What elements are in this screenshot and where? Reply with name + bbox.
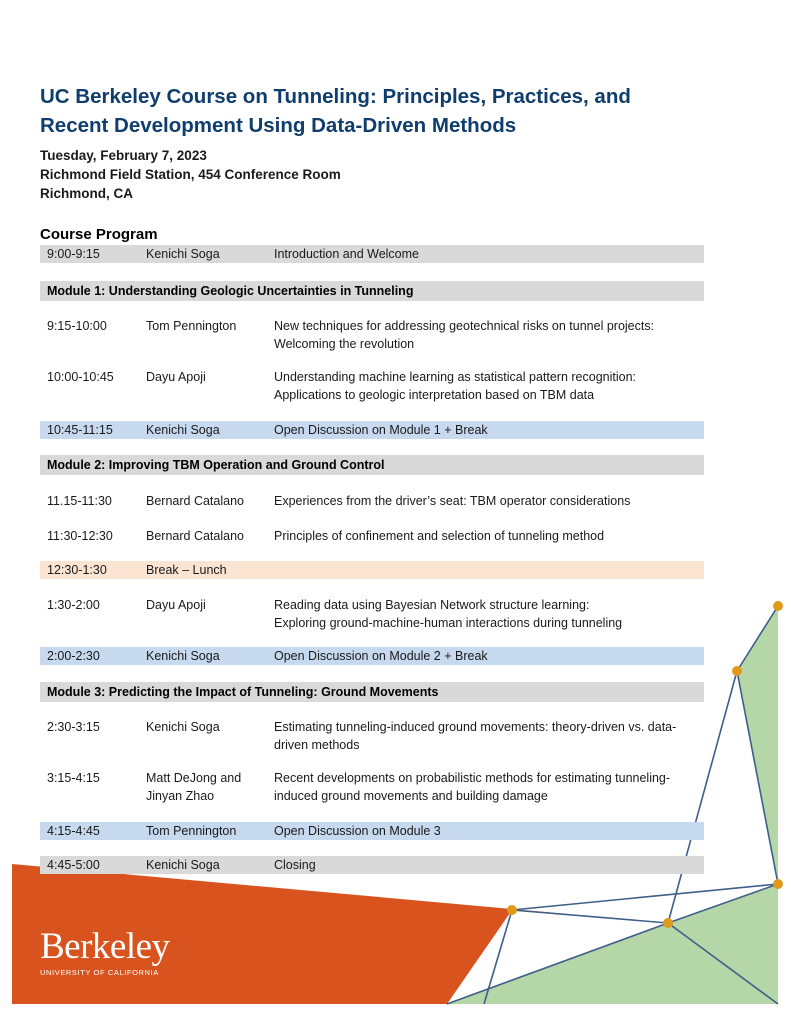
session-speaker: Matt DeJong and Jinyan Zhao <box>146 771 242 803</box>
event-city: Richmond, CA <box>40 186 133 201</box>
session-speaker: Kenichi Soga <box>146 720 220 734</box>
session-time: 10:45-11:15 <box>47 423 113 437</box>
session-topic: Understanding machine learning as statistical pattern recognition: Applications to geologic interpretation based on TBM data <box>274 370 637 402</box>
session-time: 1:30-2:00 <box>47 598 100 612</box>
module-1-header <box>40 281 704 301</box>
session-time: 10:00-10:45 <box>47 370 114 384</box>
session-time: 11.15-11:30 <box>47 494 112 508</box>
session-time: 2:30-3:15 <box>47 720 100 734</box>
event-details <box>40 146 341 203</box>
session-topic: Reading data using Bayesian Network structure learning: Exploring ground-machine-human interactions during tunneling <box>274 598 623 630</box>
session-topic: Principles of confinement and selection of tunneling method <box>274 529 605 543</box>
program-heading: Course Program <box>40 226 158 243</box>
session-speaker: Dayu Apoji <box>146 598 206 612</box>
session-time: 9:15-10:00 <box>47 319 107 333</box>
schedule-row-discussion <box>40 421 704 439</box>
session-topic: New techniques for addressing geotechnical risks on tunnel projects: Welcoming the revolution <box>274 319 655 351</box>
berkeley-logo <box>40 928 170 977</box>
session-topic: Recent developments on probabilistic methods for estimating tunneling-induced ground movements and building damage <box>274 771 671 803</box>
schedule-row-closing <box>40 856 704 874</box>
schedule-row-discussion <box>40 647 704 665</box>
event-date: Tuesday, February 7, 2023 <box>40 148 207 163</box>
session-time: 12:30-1:30 <box>47 563 107 577</box>
session-speaker: Kenichi Soga <box>146 423 220 437</box>
module-title: Module 3: Predicting the Impact of Tunneling: Ground Movements <box>47 685 439 699</box>
schedule-row-intro <box>40 245 704 263</box>
session-topic: Open Discussion on Module 1 + Break <box>274 423 488 437</box>
title-line-2: Recent Development Using Data-Driven Methods <box>40 114 517 137</box>
logo-subtitle: UNIVERSITY OF CALIFORNIA <box>40 968 159 977</box>
session-time: 4:45-5:00 <box>47 858 100 872</box>
session-speaker: Kenichi Soga <box>146 247 220 261</box>
session-speaker: Bernard Catalano <box>146 494 244 508</box>
session-topic: Open Discussion on Module 2 + Break <box>274 649 488 663</box>
module-3-header <box>40 682 704 702</box>
schedule-row-discussion <box>40 822 704 840</box>
module-title: Module 2: Improving TBM Operation and Ground Control <box>47 458 385 472</box>
event-venue: Richmond Field Station, 454 Conference Room <box>40 167 341 182</box>
logo-wordmark: Berkeley <box>40 926 170 967</box>
session-topic: Open Discussion on Module 3 <box>274 824 441 838</box>
session-topic: Experiences from the driver’s seat: TBM operator considerations <box>274 494 631 508</box>
session-speaker: Bernard Catalano <box>146 529 244 543</box>
session-speaker: Break – Lunch <box>146 563 227 577</box>
session-speaker: Dayu Apoji <box>146 370 206 384</box>
session-topic: Introduction and Welcome <box>274 247 419 261</box>
session-topic: Closing <box>274 858 316 872</box>
session-time: 2:00-2:30 <box>47 649 100 663</box>
session-time: 9:00-9:15 <box>47 247 100 261</box>
session-time: 3:15-4:15 <box>47 771 100 785</box>
session-speaker: Kenichi Soga <box>146 649 220 663</box>
session-topic: Estimating tunneling-induced ground movements: theory-driven vs. data-driven methods <box>274 720 677 752</box>
session-speaker: Tom Pennington <box>146 319 237 333</box>
title-line-1: UC Berkeley Course on Tunneling: Principles, Practices, and <box>40 85 631 108</box>
module-title: Module 1: Understanding Geologic Uncertainties in Tunneling <box>47 284 414 298</box>
session-time: 11:30-12:30 <box>47 529 113 543</box>
session-time: 4:15-4:45 <box>47 824 100 838</box>
page-title <box>40 82 740 140</box>
schedule-row-lunch <box>40 561 704 579</box>
module-2-header <box>40 455 704 475</box>
session-speaker: Kenichi Soga <box>146 858 220 872</box>
session-speaker: Tom Pennington <box>146 824 237 838</box>
